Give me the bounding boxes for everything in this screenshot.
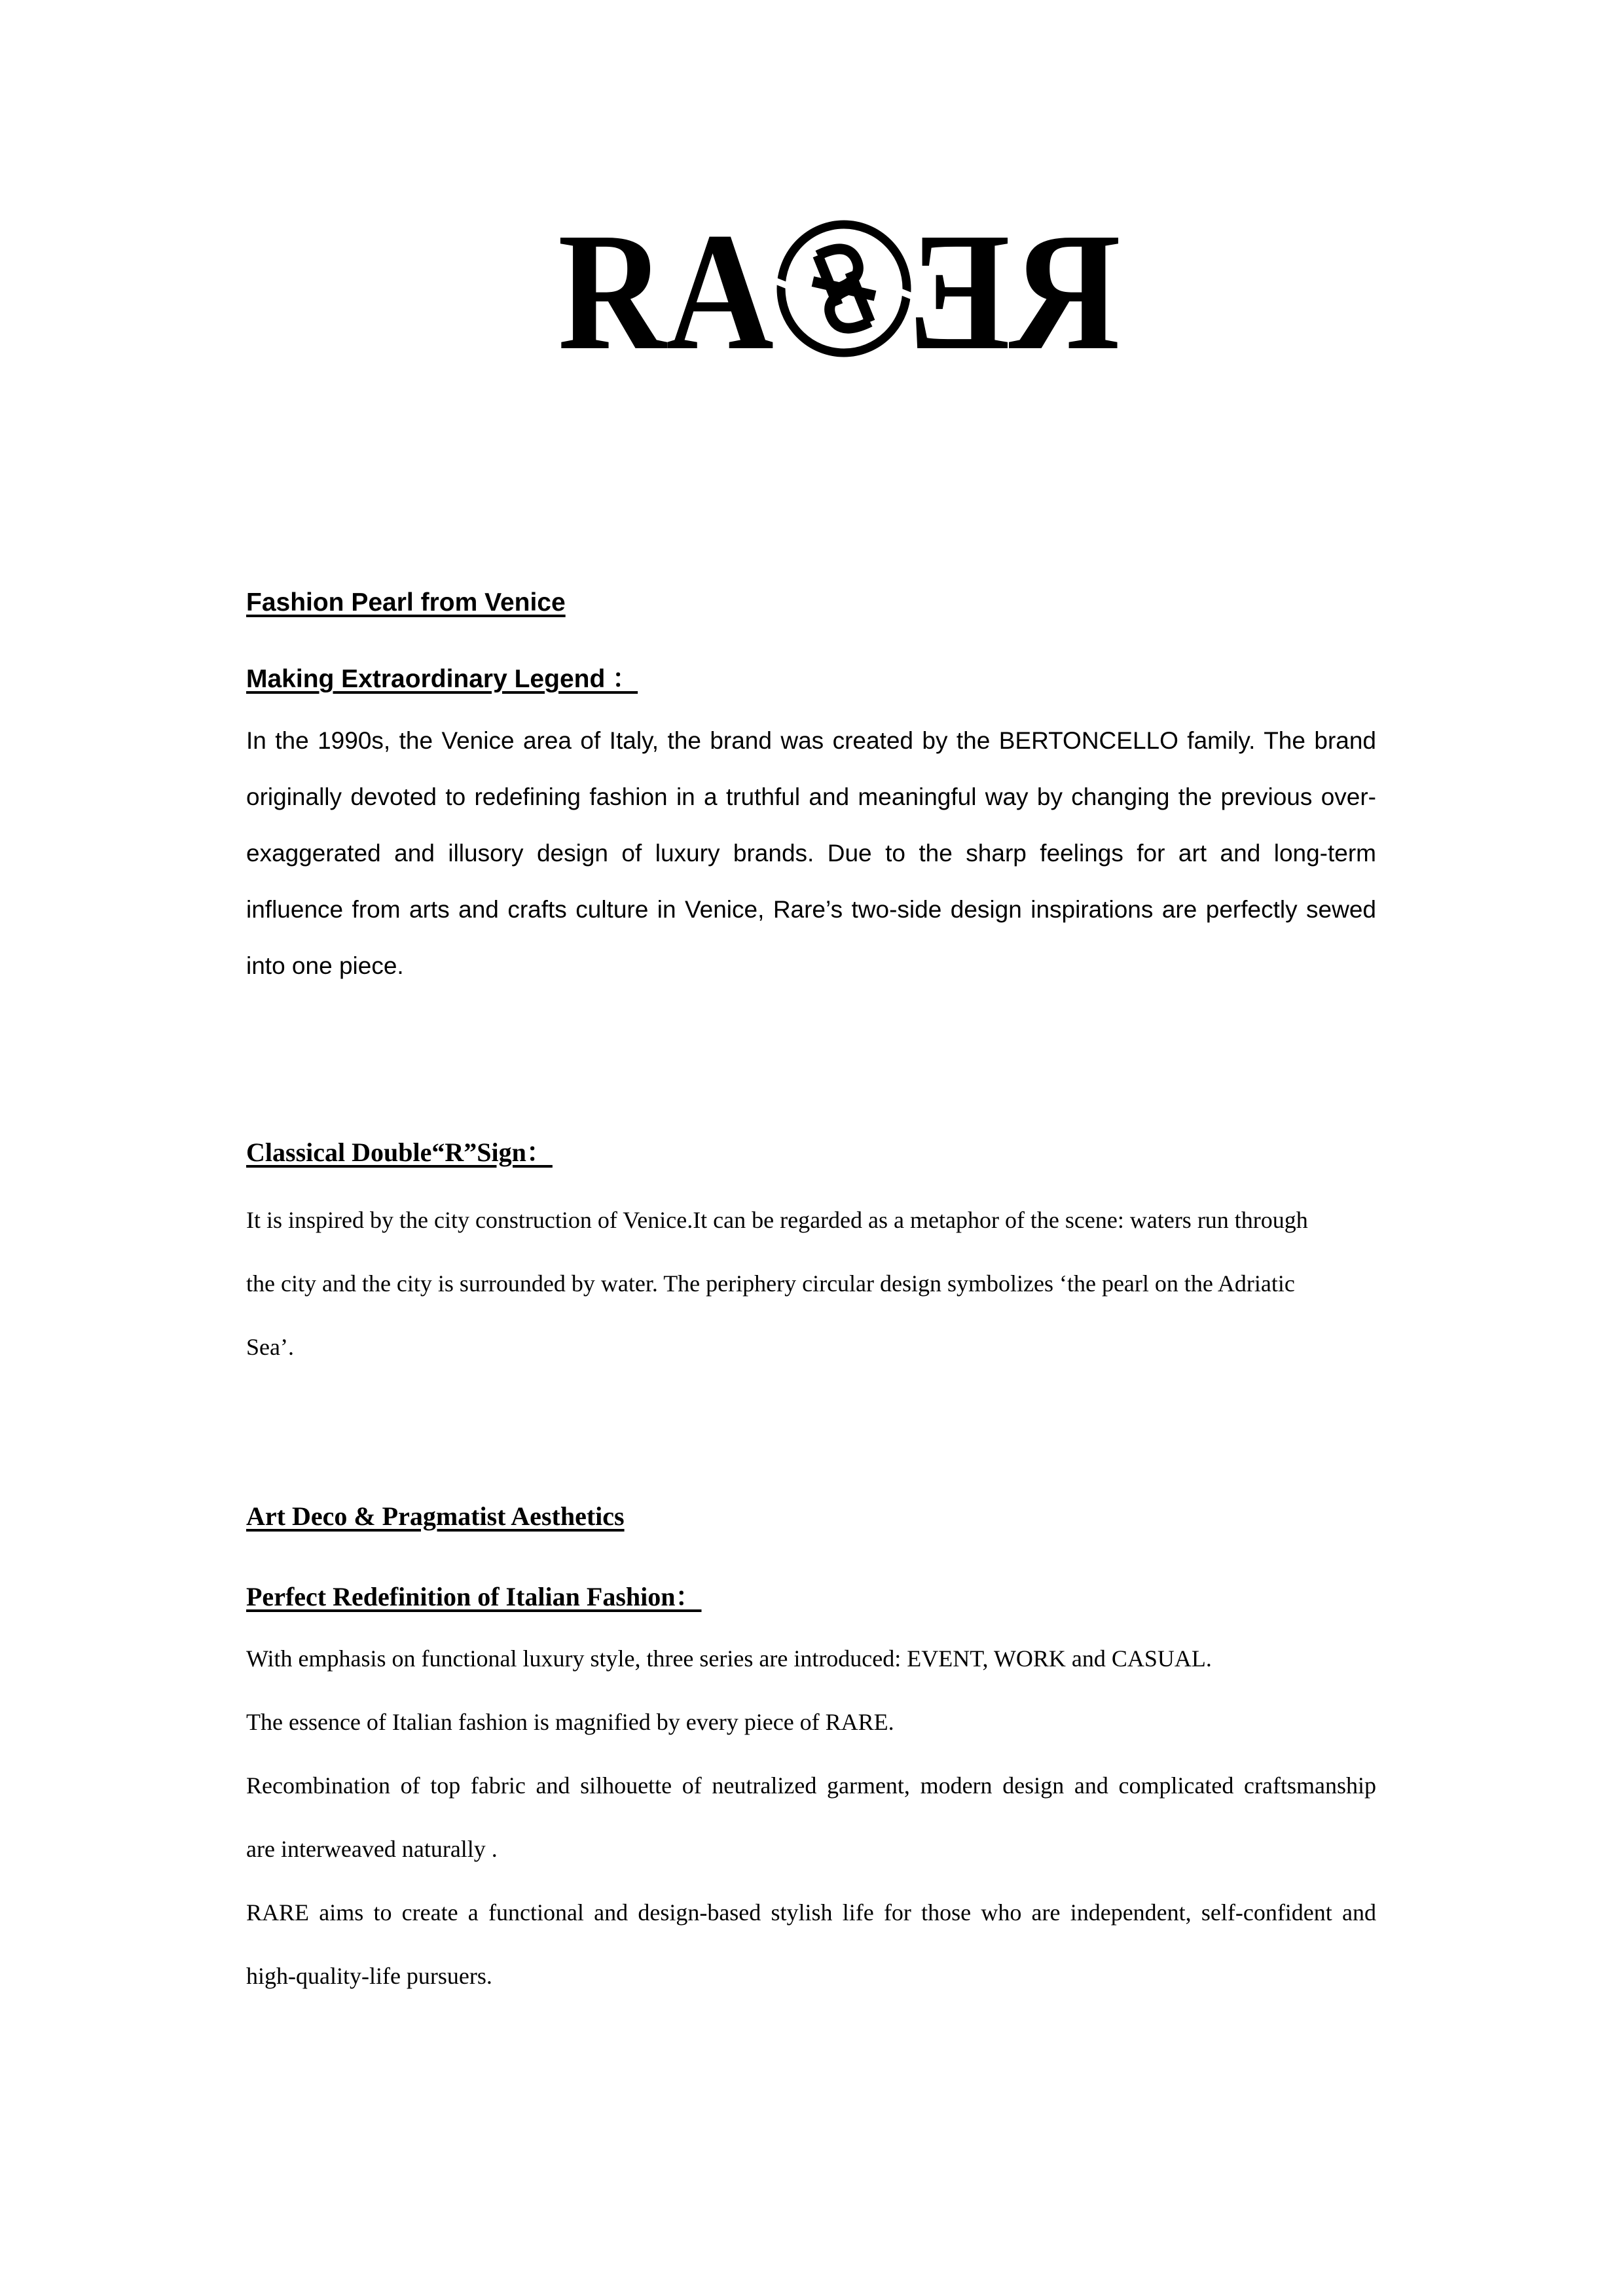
paragraph-line: In the 1990s, the Venice area of Italy, the brand was created by the BERTONCELLO family. The brand: [246, 727, 1376, 754]
heading-perfect-redefinition: Perfect Redefinition of Italian Fashion：: [246, 1582, 702, 1611]
rare-logo: [558, 220, 1121, 357]
paragraph-line: influence from arts and crafts culture in Venice, Rare’s two-side design inspirations are perfectly sewed: [246, 896, 1376, 923]
paragraph-line: The essence of Italian fashion is magnified by every piece of RARE.: [246, 1709, 894, 1735]
paragraph-line: Recombination of top fabric and silhouette of neutralized garment, modern design and complicated craftsmanship: [246, 1772, 1376, 1799]
heading-fashion-pearl: Fashion Pearl from Venice: [246, 588, 566, 617]
rare-logo-graphic: [558, 220, 1121, 357]
paragraph-line: are interweaved naturally .: [246, 1836, 498, 1862]
heading-art-deco: Art Deco & Pragmatist Aesthetics: [246, 1501, 625, 1531]
paragraph-line: RARE aims to create a functional and design-based stylish life for those who are independent, self-confident and: [246, 1899, 1376, 1926]
paragraph-line: Sea’.: [246, 1334, 294, 1360]
logo-letters-re: RE: [908, 220, 1121, 357]
paragraph-line: It is inspired by the city construction of Venice.It can be regarded as a metaphor of the scene: waters run through: [246, 1207, 1308, 1233]
paragraph-line: originally devoted to redefining fashion in a truthful and meaningful way by changing the previous over-: [246, 783, 1376, 810]
paragraph-line: high-quality-life pursuers.: [246, 1963, 492, 1989]
paragraph-line: exaggerated and illusory design of luxury brands. Due to the sharp feelings for art and long-term: [246, 840, 1376, 867]
heading-making-legend: Making Extraordinary Legend ：: [246, 665, 638, 693]
logo-letters-mirrored: [908, 220, 1121, 357]
double-r-emblem-icon: [775, 224, 913, 353]
paragraph-line: into one piece.: [246, 952, 404, 979]
paragraph-line: With emphasis on functional luxury style, three series are introduced: EVENT, WORK and CASUAL.: [246, 1645, 1212, 1672]
logo-letters-ra: RA: [558, 220, 774, 357]
paragraph-line: the city and the city is surrounded by water. The periphery circular design symbolizes ‘the pearl on the Adriatic: [246, 1270, 1295, 1297]
heading-double-r-sign: Classical Double“R”Sign：: [246, 1138, 553, 1167]
